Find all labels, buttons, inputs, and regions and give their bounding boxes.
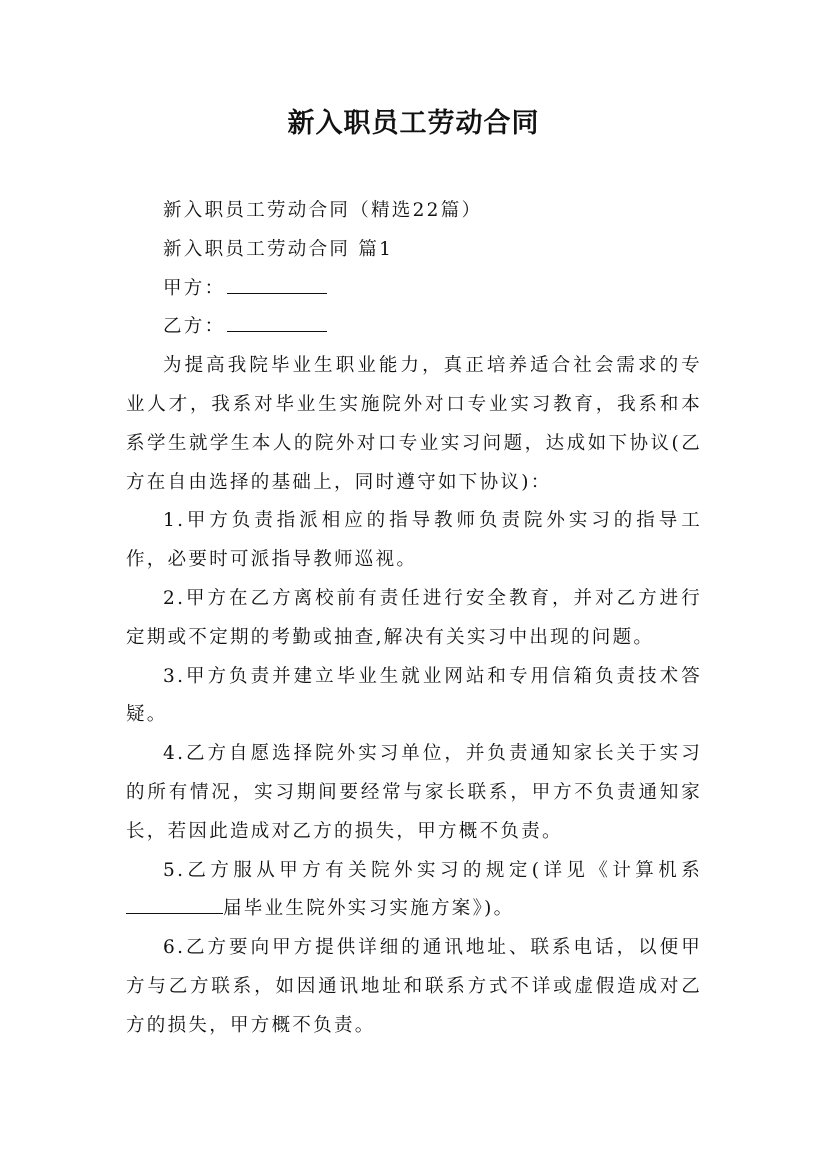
clause-5-blank [126,897,223,914]
document-subtitle: 新入职员工劳动合同（精选22篇） [163,200,483,221]
clause-5 [126,852,702,930]
party-a-line [126,270,702,309]
clause-6: 6.乙方要向甲方提供详细的通讯地址、联系电话，以便甲方与乙方联系，如因通讯地址和联系方式不详或虚假造成对乙方的损失，甲方概不负责。 [126,937,702,1036]
clause-2: 2.甲方在乙方离校前有责任进行安全教育，并对乙方进行定期或不定期的考勤或抽查,解决有关实习中出现的问题。 [126,587,702,648]
party-a-blank [227,277,327,294]
party-a-label: 甲方： [163,277,226,299]
intro-paragraph: 为提高我院毕业生职业能力，真正培养适合社会需求的专业人才，我系对毕业生实施院外对口专业实习教育，我系和本系学生就学生本人的院外对口专业实习问题，达成如下协议(乙方在自由选择的基础上，同时遵守如下协议)： [126,355,702,493]
document-title: 新入职员工劳动合同 [287,108,540,139]
party-b-blank [227,315,327,332]
clause-5-part1: 5.乙方服从甲方有关院外实习的规定(详见《计算机系 [163,859,702,881]
clause-3: 3.甲方负责并建立毕业生就业网站和专用信箱负责技术答疑。 [126,665,702,726]
section-heading: 新入职员工劳动合同 篇1 [163,238,394,260]
party-b-line [126,308,702,347]
clause-4: 4.乙方自愿选择院外实习单位，并负责通知家长关于实习的所有情况，实习期间要经常与家长联系，甲方不负责通知家长，若因此造成对乙方的损失，甲方概不负责。 [126,743,702,842]
clause-1: 1.甲方负责指派相应的指导教师负责院外实习的指导工作，必要时可派指导教师巡视。 [126,510,702,571]
document-body [126,192,702,1046]
party-b-label: 乙方： [163,316,226,338]
clause-5-part2: 届毕业生院外实习实施方案》)。 [223,898,515,920]
